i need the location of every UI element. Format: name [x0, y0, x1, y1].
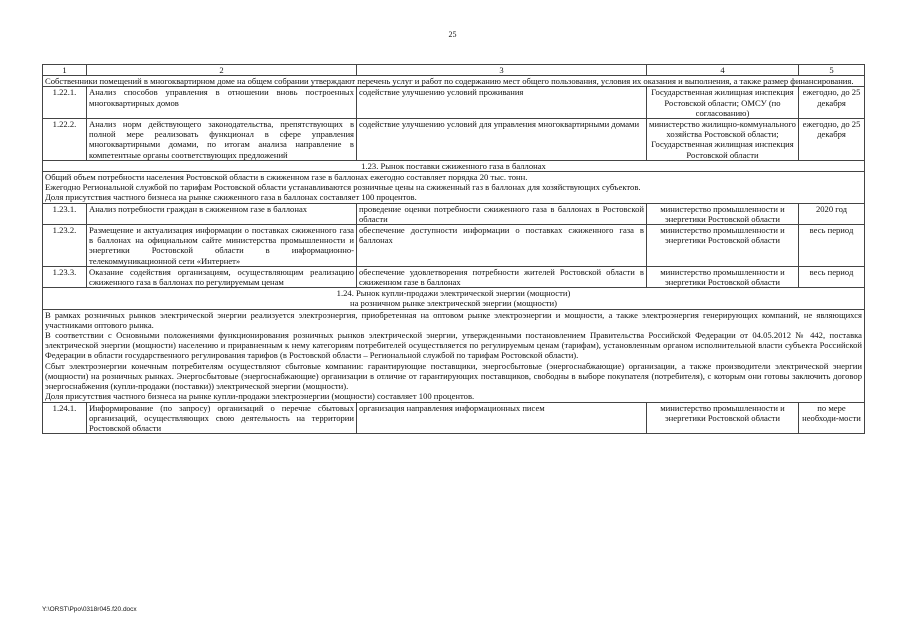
section-title-line: на розничном рынке электрической энергии (мощности): [349, 298, 557, 309]
section-paragraph: Доля присутствия частного бизнеса на рынке купли-продажи электроэнергии (мощности) составляет 100 процентов.: [45, 391, 475, 402]
section-title-line: 1.24. Рынок купли-продажи электрической энергии (мощности): [336, 288, 571, 299]
row-action: Анализ норм действующего законодательства, препятствующих в полной мере реализовать функционал в сфере управления многоквартирными домами, по итогам анализа направление в компетентные органы соответствующих предложений: [87, 119, 357, 161]
row-executor: министерство промышленности и энергетики Ростовской области: [647, 225, 799, 267]
row-result: содействие улучшению условий для управления многоквартирными домами: [357, 119, 647, 161]
table-row: [43, 266, 865, 287]
file-path-footer: Y:\ORST\Ppo\0318r045.f20.docx: [42, 606, 137, 613]
row-executor: Государственная жилищная инспекция Ростовской области; ОМСУ (по согласованию): [647, 87, 799, 119]
table-row: [43, 203, 865, 224]
section-title-row: [43, 288, 865, 309]
row-deadline: ежегодно, до 25 декабря: [799, 87, 865, 119]
intro-text: Собственники помещений в многоквартирном доме на общем собрании утверждают перечень услуг и работ по содержанию мест общего пользования, условия их оказания и выполнения, а также размер финансирования.: [43, 76, 865, 87]
row-deadline: по мере необходи-мости: [799, 402, 865, 434]
section-paragraph: В рамках розничных рынков электрической энергии реализуется электроэнергия, приобретенная на оптовом рынке электроэнергии и мощности, а также электроэнергия генерирующих компаний, не являющихся участниками оптового рынка.: [45, 309, 862, 330]
row-action: Размещение и актуализация информации о поставках сжиженного газа в баллонах на официальном сайте министерства промышленности и энергетики Ростовской области в информационно-телекоммуникационной сети «Интернет»: [87, 225, 357, 267]
section-paragraph: Общий объем потребности населения Ростовской области в сжиженном газе в баллонах ежегодно составляет порядка 20 тыс. тонн.: [45, 172, 528, 183]
section-text: [43, 172, 865, 204]
row-executor: министерство промышленности и энергетики Ростовской области: [647, 203, 799, 224]
row-result: обеспечение доступности информации о поставках сжиженного газа в баллонах: [357, 225, 647, 267]
section-paragraph: Сбыт электроэнергии конечным потребителям осуществляют сбытовые компании: гарантирующие поставщики, энергосбытовые (энергоснабжающие) организации, а также производители электрической энергии (мощности) на розничных рынках. Энергосбытовые (энергоснабжающие) организации в отличие от гарантирующих поставщиков, свободны в выборе покупателя (потребителя), с которым они готовы заключить договор энергоснабжения (купли-продажи (поставки)) электрической энергии (мощности).: [45, 360, 862, 392]
column-header: 4: [647, 65, 799, 76]
column-header: 5: [799, 65, 865, 76]
row-number: 1.24.1.: [43, 402, 87, 434]
table-row: [43, 87, 865, 119]
section-paragraph: Ежегодно Региональной службой по тарифам Ростовской области устанавливаются розничные цены на сжиженный газ в баллонах для хозяйствующих субъектов.: [45, 182, 641, 193]
row-result: проведение оценки потребности сжиженного газа в баллонах в Ростовской области: [357, 203, 647, 224]
row-number: 1.23.3.: [43, 266, 87, 287]
row-action: Анализ потребности граждан в сжиженном газе в баллонах: [87, 203, 357, 224]
column-header: 2: [87, 65, 357, 76]
page-number: 25: [448, 30, 457, 39]
row-number: 1.22.2.: [43, 119, 87, 161]
row-result: содействие улучшению условий проживания: [357, 87, 647, 119]
row-action: Анализ способов управления в отношении вновь построенных многоквартирных домов: [87, 87, 357, 119]
table-row: [43, 119, 865, 161]
section-title: 1.23. Рынок поставки сжиженного газа в баллонах: [43, 160, 865, 171]
row-executor: министерство жилищно-коммунального хозяйства Ростовской области; Государственная жилищная инспекция Ростовской области: [647, 119, 799, 161]
row-deadline: весь период: [799, 225, 865, 267]
section-title-row: [43, 160, 865, 171]
section-text: [43, 309, 865, 402]
row-deadline: 2020 год: [799, 203, 865, 224]
measures-table: [42, 64, 865, 434]
row-executor: министерство промышленности и энергетики Ростовской области: [647, 402, 799, 434]
row-deadline: весь период: [799, 266, 865, 287]
row-action: Оказание содействия организациям, осуществляющим реализацию сжиженного газа в баллонах по регулируемым ценам: [87, 266, 357, 287]
section-paragraph: В соответствии с Основными положениями функционирования розничных рынков электрической энергии, утвержденными постановлением Правительства Российской Федерации от 04.05.2012 № 442, поставка электрической энергии (мощности) населению и приравненным к нему категориям потребителей осуществляется по регулируемым ценам (тарифам), установленным органом исполнительной власти субъекта Российской Федерации в области государственного регулирования тарифов (в Ростовской области – Региональной службой по тарифам Ростовской области).: [45, 330, 862, 361]
section-text-row: [43, 309, 865, 402]
table-row: [43, 402, 865, 434]
row-result: организация направления информационных писем: [357, 402, 647, 434]
section-title: [43, 288, 865, 309]
row-executor: министерство промышленности и энергетики Ростовской области: [647, 266, 799, 287]
column-header: 3: [357, 65, 647, 76]
row-number: 1.23.2.: [43, 225, 87, 267]
row-number: 1.23.1.: [43, 203, 87, 224]
row-result: обеспечение удовлетворения потребности жителей Ростовской области в сжиженном газе в баллонах: [357, 266, 647, 287]
table-row: [43, 225, 865, 267]
row-deadline: ежегодно, до 25 декабря: [799, 119, 865, 161]
section-text-row: [43, 172, 865, 204]
section-paragraph: Доля присутствия частного бизнеса на рынке сжиженного газа в баллонах составляет 100 процентов.: [45, 192, 417, 203]
table-header-row: [43, 65, 865, 76]
column-header: 1: [43, 65, 87, 76]
row-number: 1.22.1.: [43, 87, 87, 119]
row-action: Информирование (по запросу) организаций о перечне сбытовых организаций, осуществляющих свою деятельность на территории Ростовской области: [87, 402, 357, 434]
intro-row: [43, 76, 865, 87]
